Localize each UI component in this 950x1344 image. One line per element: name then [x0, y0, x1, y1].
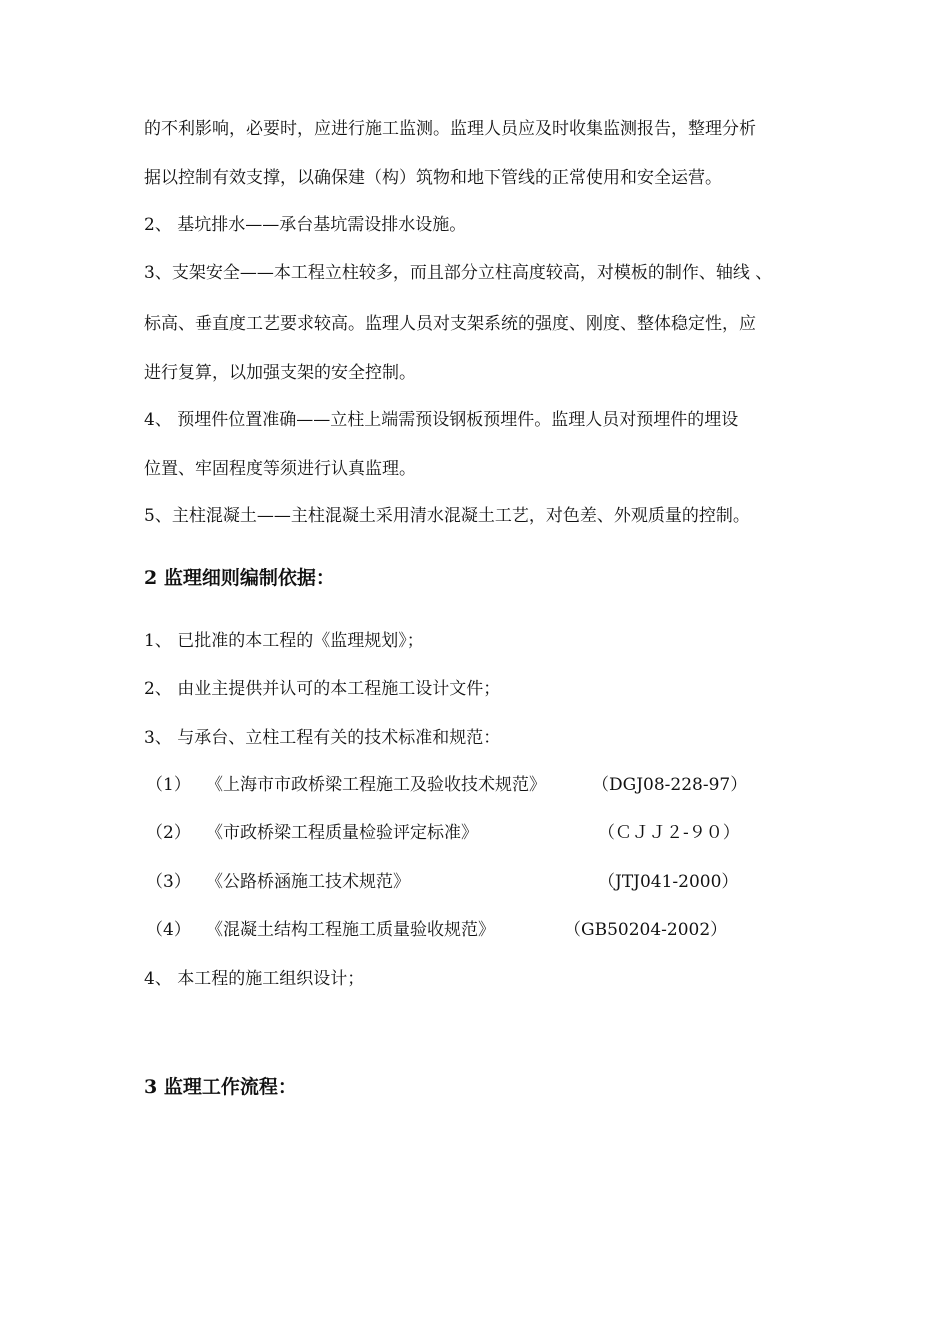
reference-title: 《公路桥涵施工技术规范》: [206, 872, 410, 892]
reference-code: （DGJ08-228-97）: [592, 775, 748, 795]
reference-row: [144, 871, 844, 893]
reference-number: （2）: [146, 823, 191, 843]
reference-title: 《混凝土结构工程施工质量验收规范》: [206, 920, 495, 940]
section-3-heading: 3 监理工作流程：: [144, 1076, 297, 1098]
paragraph-line-1: 的不利影响，必要时，应进行施工监测。监理人员应及时收集监测报告，整理分析: [144, 119, 756, 139]
paragraph-line-5: 标高、垂直度工艺要求较高。监理人员对支架系统的强度、刚度、整体稳定性，应: [144, 314, 756, 334]
reference-title: 《上海市市政桥梁工程施工及验收技术规范》: [206, 775, 546, 795]
paragraph-line-7: 4、 预埋件位置准确——立柱上端需预设钢板预埋件。监理人员对预埋件的埋设: [144, 410, 739, 430]
reference-number: （1）: [146, 775, 191, 795]
reference-number: （4）: [146, 920, 191, 940]
reference-row: [144, 919, 844, 941]
section-2-item-2: 2、 由业主提供并认可的本工程施工设计文件；: [144, 679, 501, 699]
paragraph-line-3: 2、 基坑排水——承台基坑需设排水设施。: [144, 215, 467, 235]
section-2-heading: 2 监理细则编制依据：: [144, 567, 335, 589]
section-2-item-1: 1、 已批准的本工程的《监理规划》；: [144, 631, 424, 651]
reference-code: （ＣＪＪ２-９０）: [598, 823, 740, 843]
reference-row: [144, 822, 844, 844]
paragraph-line-9: 5、主柱混凝土——主柱混凝土采用清水混凝土工艺，对色差、外观质量的控制。: [144, 506, 750, 526]
paragraph-line-2: 据以控制有效支撑，以确保建（构）筑物和地下管线的正常使用和安全运营。: [144, 168, 722, 188]
paragraph-line-6: 进行复算，以加强支架的安全控制。: [144, 363, 416, 383]
section-2-item-4: 4、 本工程的施工组织设计；: [144, 969, 365, 989]
section-2-item-3: 3、 与承台、立柱工程有关的技术标准和规范：: [144, 728, 501, 748]
reference-row: [144, 774, 844, 796]
paragraph-line-8: 位置、牢固程度等须进行认真监理。: [144, 459, 416, 479]
paragraph-line-4: 3、支架安全——本工程立柱较多，而且部分立柱高度较高，对模板的制作、轴线 、: [144, 263, 773, 283]
reference-number: （3）: [146, 872, 191, 892]
reference-code: （GB50204-2002）: [564, 920, 728, 940]
reference-code: （JTJ041-2000）: [598, 872, 739, 892]
reference-title: 《市政桥梁工程质量检验评定标准》: [206, 823, 478, 843]
